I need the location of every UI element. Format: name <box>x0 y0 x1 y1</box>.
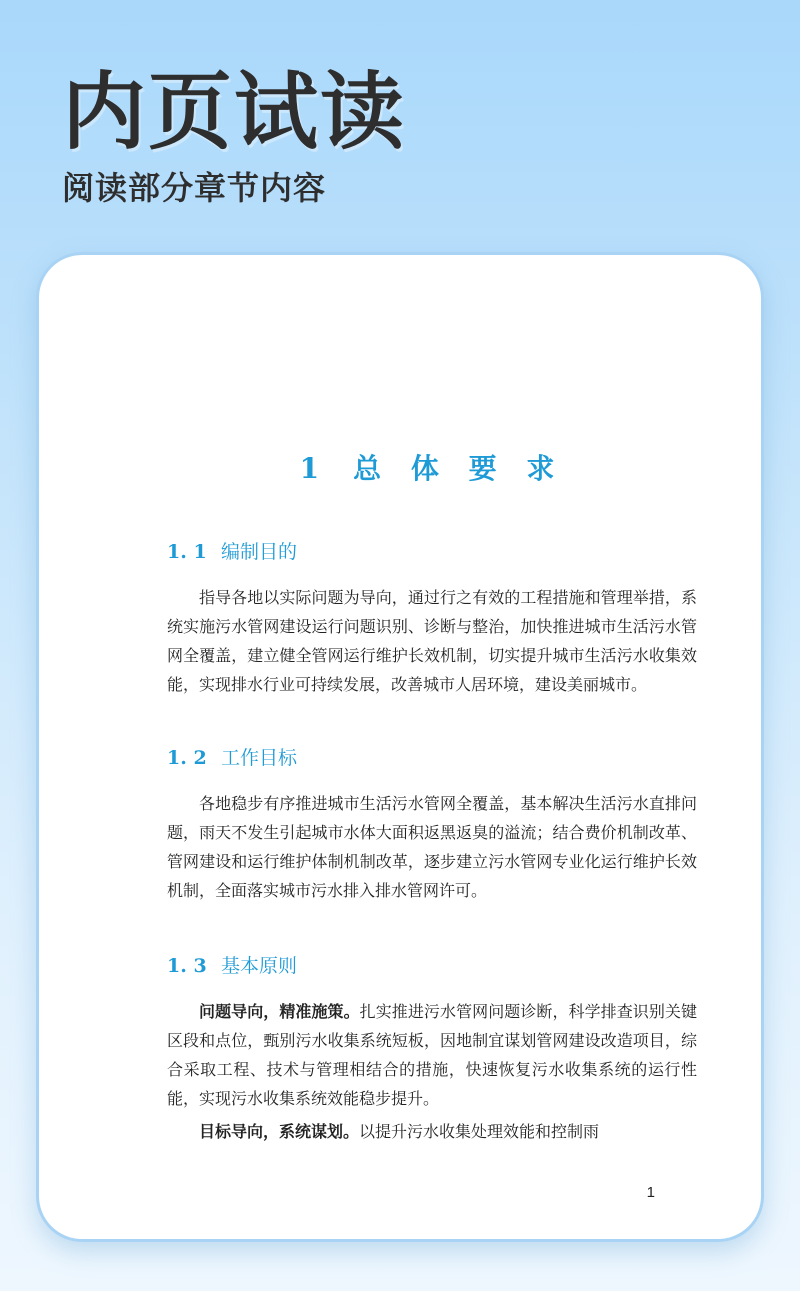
chapter-title <box>167 447 697 487</box>
banner-title: 内页试读 <box>62 63 407 161</box>
chapter-name: 总 体 要 求 <box>353 452 565 485</box>
section-heading <box>167 745 697 771</box>
page-number: 1 <box>646 1184 655 1201</box>
paragraph-lead: 目标导向，系统谋划。 <box>199 1122 360 1141</box>
section-1-2 <box>167 745 697 905</box>
section-heading <box>167 539 697 565</box>
paragraph-text: 扎实推进污水管网问题诊断，科学排查识别关键区段和点位，甄别污水收集系统短板，因地制宜谋划管网建设改造项目，综合采取工程、技术与管理相结合的措施，快速恢复污水收集系统的运行性能，实现污水收集系统效能稳步提升。 <box>167 1002 697 1108</box>
paragraph <box>167 1117 697 1146</box>
section-1-1 <box>167 539 697 699</box>
paragraph: 各地稳步有序推进城市生活污水管网全覆盖，基本解决生活污水直排问题，雨天不发生引起城市水体大面积返黑返臭的溢流；结合费价机制改革、管网建设和运行维护体制机制改革，逐步建立污水管网专业化运行维护长效机制，全面落实城市污水排入排水管网许可。 <box>167 794 697 900</box>
chapter-number: 1 <box>299 452 330 485</box>
section-number: 1. 1 <box>167 541 207 563</box>
banner-subtitle: 阅读部分章节内容 <box>62 169 327 207</box>
paragraph: 指导各地以实际问题为导向，通过行之有效的工程措施和管理举措，系统实施污水管网建设运行问题识别、诊断与整治，加快推进城市生活污水管网全覆盖，建立健全管网运行维护长效机制，切实提升城市生活污水收集效能，实现排水行业可持续发展，改善城市人居环境，建设美丽城市。 <box>167 588 697 694</box>
page-preview-card <box>36 252 764 1242</box>
paragraph-lead: 问题导向，精准施策。 <box>199 1002 360 1021</box>
paragraph <box>167 997 697 1113</box>
section-1-3 <box>167 953 697 1146</box>
section-number: 1. 2 <box>167 747 207 769</box>
section-title: 工作目标 <box>221 747 298 769</box>
section-title: 基本原则 <box>221 955 298 977</box>
section-number: 1. 3 <box>167 955 207 977</box>
promo-banner <box>62 62 406 210</box>
section-title: 编制目的 <box>221 541 298 563</box>
paragraph-text: 以提升污水收集处理效能和控制雨 <box>359 1122 600 1141</box>
section-heading <box>167 953 697 979</box>
